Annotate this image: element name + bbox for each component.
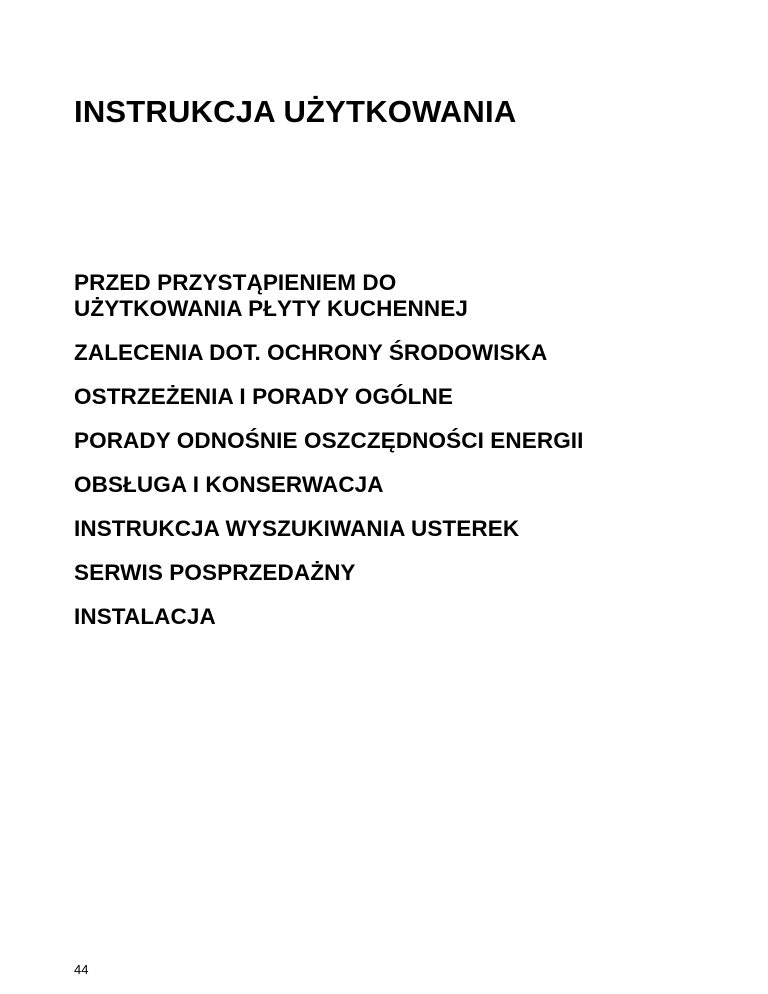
toc-item-troubleshooting: INSTRUKCJA WYSZUKIWANIA USTEREK xyxy=(74,516,520,541)
table-of-contents xyxy=(74,270,714,648)
page-title: INSTRUKCJA UŻYTKOWANIA xyxy=(74,94,517,129)
toc-item-service: SERWIS POSPRZEDAŻNY xyxy=(74,560,356,585)
toc-item-maintenance: OBSŁUGA I KONSERWACJA xyxy=(74,472,384,497)
toc-item-warnings: OSTRZEŻENIA I PORADY OGÓLNE xyxy=(74,384,453,409)
toc-item-before-use: PRZED PRZYSTĄPIENIEM DO UŻYTKOWANIA PŁYTY KUCHENNEJ xyxy=(74,270,468,321)
toc-item-installation: INSTALACJA xyxy=(74,604,216,629)
toc-item-energy-saving: PORADY ODNOŚNIE OSZCZĘDNOŚCI ENERGII xyxy=(74,428,584,453)
toc-item-environment: ZALECENIA DOT. OCHRONY ŚRODOWISKA xyxy=(74,340,548,365)
page-number: 44 xyxy=(74,962,89,977)
